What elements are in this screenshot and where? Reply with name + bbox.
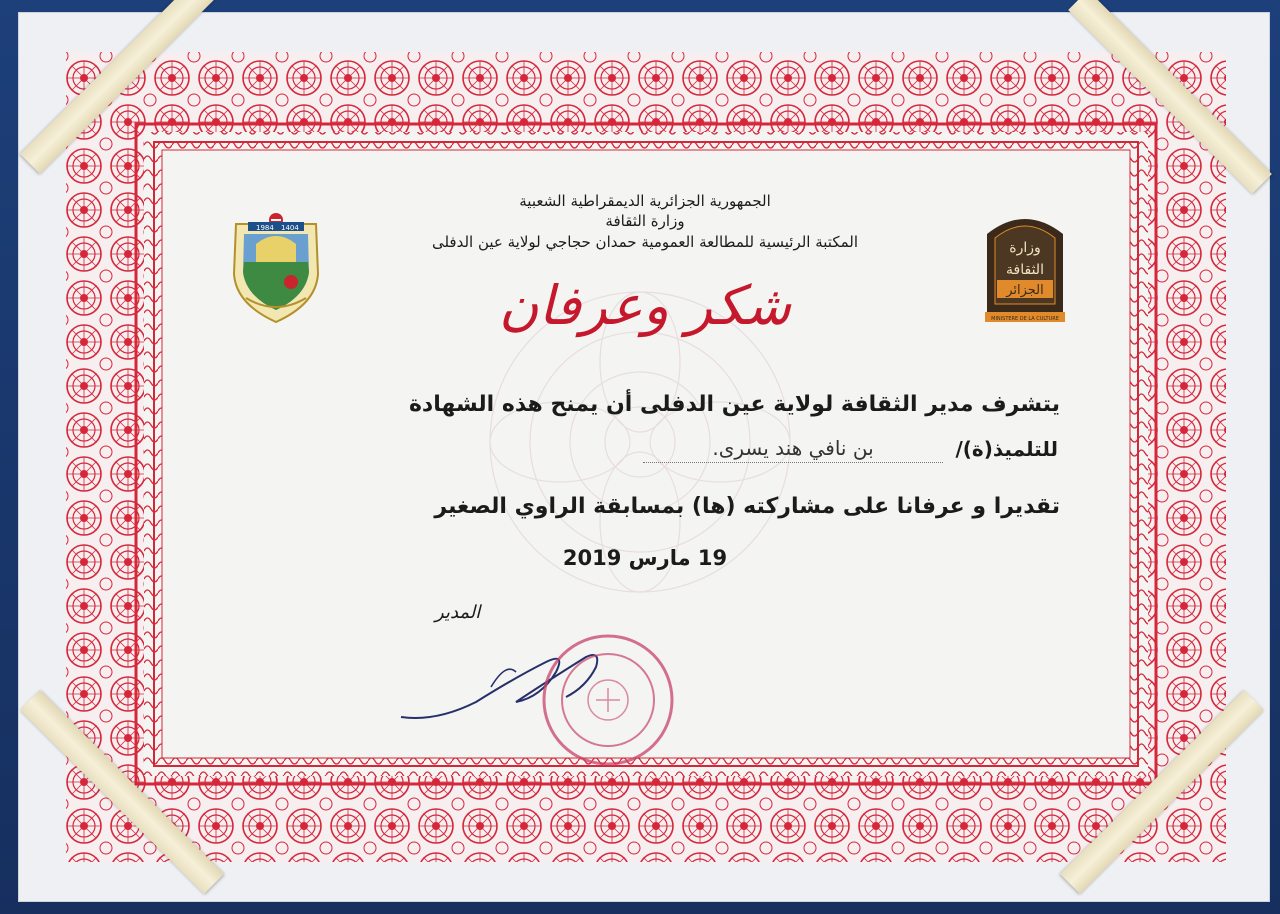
signatory-title: المدير <box>435 602 481 623</box>
ministry-logo-caption: MINISTERE DE LA CULTURE <box>991 316 1059 322</box>
emblem-year-right: 1404 <box>281 224 299 232</box>
certificate-title: شكر وعرفان <box>498 274 792 337</box>
ministry-logo-word2: الثقافة <box>1006 262 1044 278</box>
emblem-year-left: 1984 <box>256 224 274 232</box>
ministry-logo-word1: وزارة <box>1009 240 1041 256</box>
recipient-label: للتلميذ(ة)/ <box>955 437 1058 461</box>
official-stamp-icon <box>538 630 678 770</box>
recipient-name: بن نافي هند يسرى. <box>643 436 943 463</box>
header-library: المكتبة الرئيسية للمطالعة العمومية حمدان حجاجي لولاية عين الدفلى <box>431 233 859 251</box>
body-line-grant: يتشرف مدير الثقافة لولاية عين الدفلى أن يمنح هذه الشهادة <box>408 392 1060 417</box>
header-ministry: وزارة الثقافة <box>605 212 685 230</box>
header-republic: الجمهورية الجزائرية الديمقراطية الشعبية <box>519 192 771 210</box>
ministry-logo-word3: الجزائر <box>1006 283 1044 298</box>
body-line-reason: تقديرا و عرفانا على مشاركته (ها) بمسابقة الراوي الصغير <box>434 494 1060 519</box>
certificate-date: 19 مارس 2019 <box>562 546 728 570</box>
recipient-line <box>198 433 1058 467</box>
certificate-card <box>18 12 1270 902</box>
